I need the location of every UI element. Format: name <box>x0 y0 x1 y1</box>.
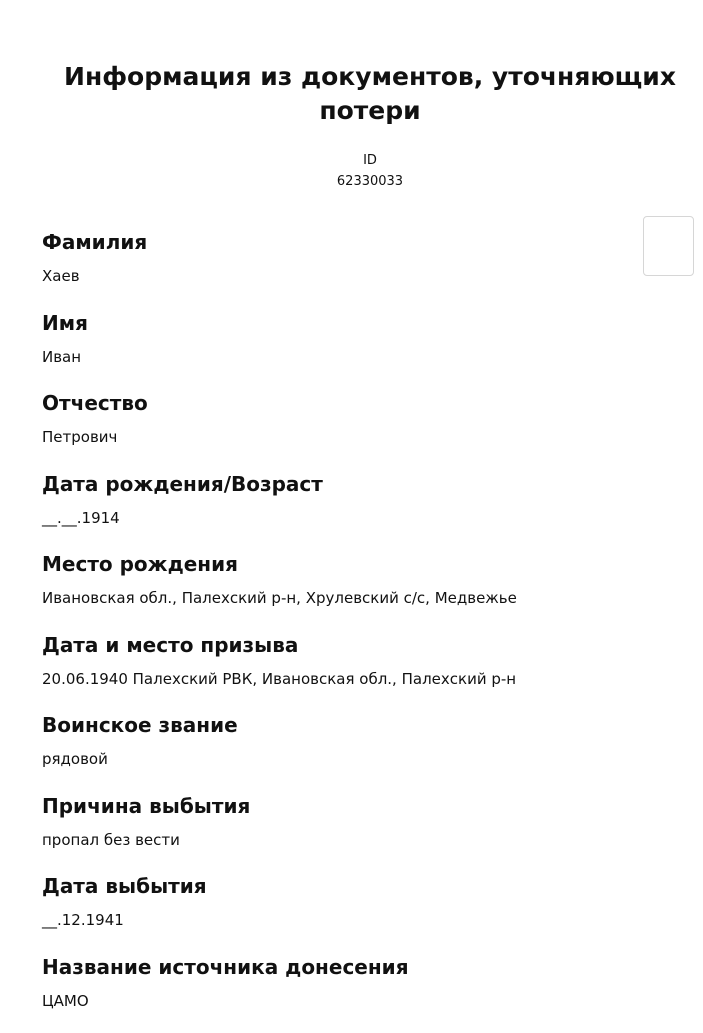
field-value: ЦАМО <box>42 991 642 1011</box>
field-draft <box>42 631 642 712</box>
field-name <box>42 309 642 390</box>
field-loss-date <box>42 872 642 953</box>
field-label: Дата и место призыва <box>42 631 642 659</box>
side-button[interactable] <box>643 216 694 276</box>
field-label: Воинское звание <box>42 711 642 739</box>
field-birth-date <box>42 470 642 551</box>
field-value: 20.06.1940 Палехский РВК, Ивановская обл., Палехский р-н <box>42 669 642 689</box>
field-loss-reason <box>42 792 642 873</box>
record-fields <box>42 228 642 1033</box>
field-source <box>42 953 642 1033</box>
field-rank <box>42 711 642 792</box>
field-value: Петрович <box>42 427 642 447</box>
field-label: Имя <box>42 309 642 337</box>
field-value: Иван <box>42 347 642 367</box>
page-title: Информация из документов, уточняющих потери <box>40 60 700 128</box>
field-label: Дата выбытия <box>42 872 642 900</box>
id-value: 62330033 <box>40 173 700 191</box>
field-label: Место рождения <box>42 550 642 578</box>
field-value: __.__.1914 <box>42 508 642 528</box>
field-label: Отчество <box>42 389 642 417</box>
field-value: __.12.1941 <box>42 910 642 930</box>
field-value: Ивановская обл., Палехский р-н, Хрулевский с/с, Медвежье <box>42 588 642 608</box>
field-label: Причина выбытия <box>42 792 642 820</box>
field-birth-place <box>42 550 642 631</box>
id-label: ID <box>40 152 700 170</box>
field-value: пропал без вести <box>42 830 642 850</box>
field-value: Хаев <box>42 266 642 286</box>
field-label: Дата рождения/Возраст <box>42 470 642 498</box>
field-label: Название источника донесения <box>42 953 642 981</box>
field-value: рядовой <box>42 749 642 769</box>
field-surname <box>42 228 642 309</box>
field-label: Фамилия <box>42 228 642 256</box>
field-patronymic <box>42 389 642 470</box>
